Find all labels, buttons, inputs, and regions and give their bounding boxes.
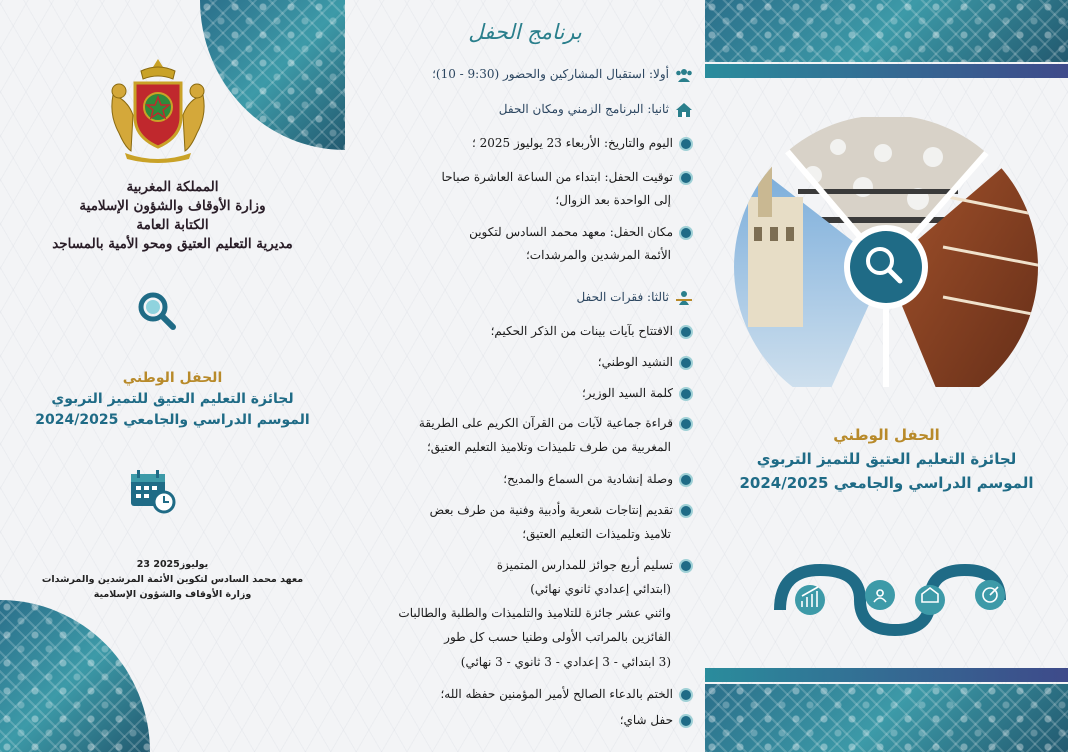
bullet-icon (679, 559, 693, 573)
program-item: قراءة جماعية لآيات من القرآن الكريم على الطريقة (419, 413, 693, 434)
program-item: الافتتاح بآيات بينات من الذكر الحكيم؛ (491, 321, 693, 342)
program-item-continuation: واثني عشر جائزة للتلاميذ والتلميذات والطلبة والطالبات (398, 606, 671, 620)
event-title-right (705, 423, 1068, 495)
ministry-header (0, 178, 345, 254)
program-title: برنامج الحفل (468, 20, 582, 44)
event-footer-info (0, 557, 345, 602)
bullet-icon (679, 417, 693, 431)
ministry-line: مديرية التعليم العتيق ومحو الأمية بالمساجد (52, 236, 293, 252)
program-item: وصلة إنشادية من السماع والمديح؛ (503, 469, 693, 490)
bullet-icon (679, 226, 693, 240)
presenter-icon (675, 290, 693, 306)
home-icon (675, 102, 693, 118)
ministry-line: وزارة الأوقاف والشؤون الإسلامية (79, 198, 266, 214)
bullet-icon (679, 473, 693, 487)
program-item: النشيد الوطني؛ (598, 352, 693, 373)
event-title-line: الموسم الدراسي والجامعي 2024/2025 (35, 412, 310, 428)
calendar-clock-icon (128, 468, 176, 514)
program-item: توقيت الحفل: ابتداء من الساعة العاشرة صباحا (441, 167, 693, 188)
people-icon (675, 67, 693, 83)
program-item: كلمة السيد الوزير؛ (582, 383, 693, 404)
program-section-heading: أولا: استقبال المشاركين والحضور (9:30 - 10)؛ (432, 64, 693, 85)
organizer: وزارة الأوقاف والشؤون الإسلامية (93, 589, 252, 600)
classroom-photo-collage (718, 117, 1055, 387)
program-section-heading: ثانيا: البرنامج الزمني ومكان الحفل (499, 99, 693, 120)
event-title-line: الحفل الوطني (833, 426, 940, 444)
mosaic-decoration (0, 600, 150, 752)
program-item: حفل شاي؛ (620, 710, 693, 731)
bullet-icon (679, 325, 693, 339)
program-item-continuation: تلاميذ وتلميذات التعليم العتيق؛ (522, 527, 671, 541)
mosaic-decoration (705, 684, 1068, 752)
bullet-icon (679, 688, 693, 702)
program-section-heading: ثالثا: فقرات الحفل (576, 287, 693, 308)
moroccan-coat-of-arms-logo (105, 55, 211, 163)
icon-wave-decoration (770, 550, 1010, 640)
bullet-icon (679, 714, 693, 728)
mosaic-decoration (200, 0, 345, 150)
program-item: اليوم والتاريخ: الأربعاء 23 يوليوز 2025 ؛ (472, 133, 693, 154)
program-item-continuation: (3 ابتدائي - 3 إعدادي - 3 ثانوي - 3 نهائي) (460, 655, 671, 669)
bullet-icon (679, 137, 693, 151)
divider-stripe (705, 64, 1068, 78)
bullet-icon (679, 356, 693, 370)
program-item: تقديم إنتاجات شعرية وأدبية وفنية من طرف بعض (430, 500, 693, 521)
event-title-line: لجائزة التعليم العتيق للتميز التربوي (51, 391, 294, 407)
program-item-continuation: المغربية من طرف تلميذات وتلاميذ التعليم العتيق؛ (426, 440, 671, 454)
program-item: مكان الحفل: معهد محمد السادس لتكوين (469, 222, 693, 243)
right-panel (705, 0, 1068, 752)
event-date: 23 يوليوز2025 (136, 559, 209, 570)
divider-stripe (705, 668, 1068, 682)
event-title-line: لجائزة التعليم العتيق للتميز التربوي (756, 450, 1017, 468)
program-item: الختم بالدعاء الصالح لأمير المؤمنين حفظه الله؛ (440, 684, 693, 705)
left-panel (0, 0, 345, 752)
bullet-icon (679, 504, 693, 518)
program-panel (345, 0, 705, 752)
event-title-line: الحفل الوطني (122, 370, 223, 386)
magnifier-icon (135, 289, 177, 331)
ministry-line: المملكة المغربية (126, 179, 219, 195)
mosaic-decoration (705, 0, 1068, 62)
bullet-icon (679, 171, 693, 185)
event-title (0, 368, 345, 431)
program-item: تسليم أربع جوائز للمدارس المتميزة (497, 555, 693, 576)
program-item-continuation: الفائزين بالمراتب الأولى وطنيا حسب كل طور (444, 630, 671, 644)
event-title-line: الموسم الدراسي والجامعي 2024/2025 (739, 474, 1034, 492)
program-item-continuation: الأئمة المرشدين والمرشدات؛ (525, 248, 671, 262)
ministry-line: الكتابة العامة (136, 217, 209, 233)
program-item-continuation: إلى الواحدة بعد الزوال؛ (555, 193, 671, 207)
bullet-icon (679, 387, 693, 401)
event-venue: معهد محمد السادس لتكوين الأئمة المرشدين والمرشدات (41, 574, 304, 585)
program-item-continuation: (ابتدائي إعدادي ثانوي نهائي) (530, 582, 671, 596)
